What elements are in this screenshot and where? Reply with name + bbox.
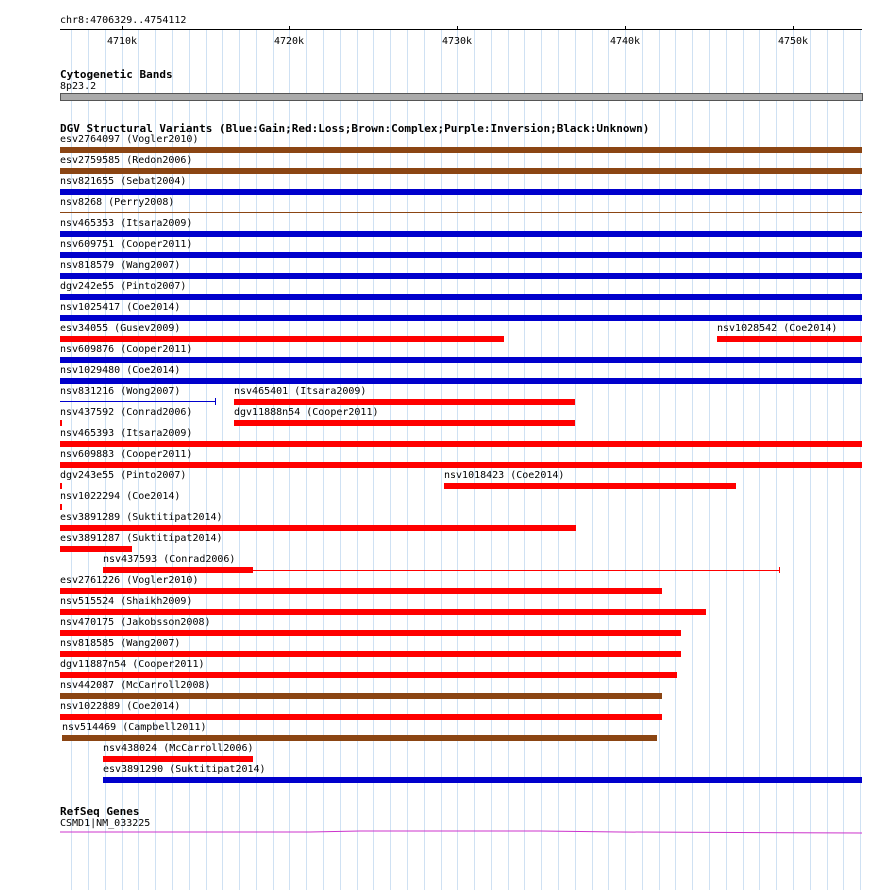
grid-line (743, 30, 744, 890)
variant-bar[interactable] (60, 420, 62, 426)
grid-line (592, 30, 593, 890)
grid-line (692, 30, 693, 890)
ruler-tick-label: 4750k (777, 36, 809, 47)
variant-label: nsv818579 (Wang2007) (60, 260, 181, 271)
variant-bar[interactable] (60, 609, 706, 615)
refseq-track-title: RefSeq Genes (60, 805, 140, 818)
variant-bar[interactable] (60, 588, 662, 594)
variant-bar[interactable] (60, 378, 862, 384)
variant-bar[interactable] (60, 401, 216, 402)
grid-line (575, 30, 576, 890)
variant-label: nsv465353 (Itsara2009) (60, 218, 193, 229)
variant-label: nsv1018423 (Coe2014) (444, 470, 565, 481)
grid-line (608, 30, 609, 890)
variant-bar[interactable] (60, 651, 681, 657)
variant-bar[interactable] (103, 777, 862, 783)
grid-line (441, 30, 442, 890)
grid-line (524, 30, 525, 890)
variant-bar-end-cap (779, 567, 780, 573)
variant-label: dgv11887n54 (Cooper2011) (60, 659, 205, 670)
variant-bar[interactable] (234, 399, 575, 405)
ruler-tick (457, 26, 458, 30)
ruler-tick (122, 26, 123, 30)
ruler-tick (289, 26, 290, 30)
ruler-tick (625, 26, 626, 30)
variant-bar[interactable] (60, 273, 862, 279)
variant-label: nsv8268 (Perry2008) (60, 197, 175, 208)
grid-line (642, 30, 643, 890)
grid-line (323, 30, 324, 890)
grid-line (373, 30, 374, 890)
variant-bar[interactable] (60, 630, 681, 636)
variant-bar[interactable] (234, 420, 575, 426)
grid-line (541, 30, 542, 890)
variant-label: esv34055 (Gusev2009) (60, 323, 181, 334)
variant-bar[interactable] (60, 294, 862, 300)
variant-bar[interactable] (60, 546, 132, 552)
grid-line (759, 30, 760, 890)
variant-bar[interactable] (103, 756, 253, 762)
variant-label: esv2759585 (Redon2006) (60, 155, 193, 166)
variant-label: nsv442087 (McCarroll2008) (60, 680, 211, 691)
grid-line (256, 30, 257, 890)
ruler-tick (793, 26, 794, 30)
grid-line (827, 30, 828, 890)
variant-bar[interactable] (60, 212, 862, 213)
variant-label: dgv243e55 (Pinto2007) (60, 470, 187, 481)
variant-label: nsv514469 (Campbell2011) (62, 722, 207, 733)
ruler-tick-label: 4710k (106, 36, 138, 47)
grid-line (289, 30, 290, 890)
variant-bar[interactable] (60, 462, 862, 468)
grid-line (306, 30, 307, 890)
gene-intron-line (60, 831, 862, 833)
variant-bar-end-cap (215, 398, 216, 405)
variant-label: nsv821655 (Sebat2004) (60, 176, 187, 187)
grid-line (793, 30, 794, 890)
variant-bar[interactable] (60, 672, 677, 678)
variant-bar[interactable] (60, 504, 62, 510)
variant-label: nsv609876 (Cooper2011) (60, 344, 193, 355)
grid-line (810, 30, 811, 890)
variant-label: nsv515524 (Shaikh2009) (60, 596, 193, 607)
variant-bar[interactable] (62, 735, 657, 741)
variant-label: nsv437593 (Conrad2006) (103, 554, 236, 565)
variant-label: nsv609883 (Cooper2011) (60, 449, 193, 460)
grid-line (675, 30, 676, 890)
cytoband-bar[interactable] (60, 93, 863, 101)
variant-label: nsv1025417 (Coe2014) (60, 302, 181, 313)
variant-label: esv3891289 (Suktitipat2014) (60, 512, 223, 523)
grid-line (424, 30, 425, 890)
variant-bar[interactable] (60, 441, 862, 447)
grid-line (776, 30, 777, 890)
grid-line (357, 30, 358, 890)
ruler-tick-label: 4740k (609, 36, 641, 47)
variant-label: esv3891290 (Suktitipat2014) (103, 764, 266, 775)
grid-line (508, 30, 509, 890)
variant-label: nsv1028542 (Coe2014) (717, 323, 838, 334)
variant-label: nsv438024 (McCarroll2006) (103, 743, 254, 754)
variant-bar[interactable] (60, 336, 504, 342)
variant-label: esv2761226 (Vogler2010) (60, 575, 199, 586)
variant-label: esv3891287 (Suktitipat2014) (60, 533, 223, 544)
variant-bar[interactable] (103, 567, 253, 573)
grid-line (390, 30, 391, 890)
variant-label: dgv242e55 (Pinto2007) (60, 281, 187, 292)
variant-bar-extension[interactable] (253, 570, 780, 571)
variant-label: nsv1022889 (Coe2014) (60, 701, 181, 712)
ruler-axis-line (60, 29, 862, 30)
variant-bar[interactable] (60, 252, 862, 258)
variant-label: nsv437592 (Conrad2006) (60, 407, 193, 418)
grid-line (273, 30, 274, 890)
variant-bar[interactable] (60, 189, 862, 195)
variant-bar[interactable] (60, 525, 576, 531)
grid-line (457, 30, 458, 890)
variant-bar[interactable] (60, 231, 862, 237)
grid-line (474, 30, 475, 890)
variant-label: dgv11888n54 (Cooper2011) (234, 407, 379, 418)
grid-line (726, 30, 727, 890)
variant-label: nsv1029480 (Coe2014) (60, 365, 181, 376)
variant-bar[interactable] (717, 336, 862, 342)
region-label: chr8:4706329..4754112 (60, 15, 187, 26)
variant-bar[interactable] (60, 714, 662, 720)
ruler-tick-label: 4730k (441, 36, 473, 47)
grid-line (491, 30, 492, 890)
cytoband-label: 8p23.2 (60, 81, 97, 92)
ruler-tick-label: 4720k (273, 36, 305, 47)
variant-label: nsv831216 (Wong2007) (60, 386, 181, 397)
variant-bar[interactable] (444, 483, 736, 489)
variant-label: nsv609751 (Cooper2011) (60, 239, 193, 250)
grid-line (625, 30, 626, 890)
gene-label: CSMD1|NM_033225 (60, 818, 151, 829)
dgv-track-title: DGV Structural Variants (Blue:Gain;Red:Loss;Brown:Complex;Purple:Inversion;Black:Unknown) (60, 122, 650, 135)
gene-model[interactable] (60, 826, 862, 838)
variant-label: nsv465401 (Itsara2009) (234, 386, 367, 397)
grid-line (340, 30, 341, 890)
variant-label: nsv1022294 (Coe2014) (60, 491, 181, 502)
grid-line (659, 30, 660, 890)
variant-bar[interactable] (60, 693, 662, 699)
variant-label: nsv818585 (Wang2007) (60, 638, 181, 649)
variant-label: esv2764097 (Vogler2010) (60, 134, 199, 145)
variant-bar[interactable] (60, 315, 862, 321)
grid-line (407, 30, 408, 890)
grid-line (558, 30, 559, 890)
grid-line (860, 30, 861, 890)
cytoband-track-title: Cytogenetic Bands (60, 68, 173, 81)
variant-bar[interactable] (60, 483, 62, 489)
variant-bar[interactable] (60, 147, 862, 153)
variant-label: nsv465393 (Itsara2009) (60, 428, 193, 439)
grid-line (843, 30, 844, 890)
variant-label: nsv470175 (Jakobsson2008) (60, 617, 211, 628)
grid-line (709, 30, 710, 890)
variant-bar[interactable] (60, 168, 862, 174)
variant-bar[interactable] (60, 357, 862, 363)
